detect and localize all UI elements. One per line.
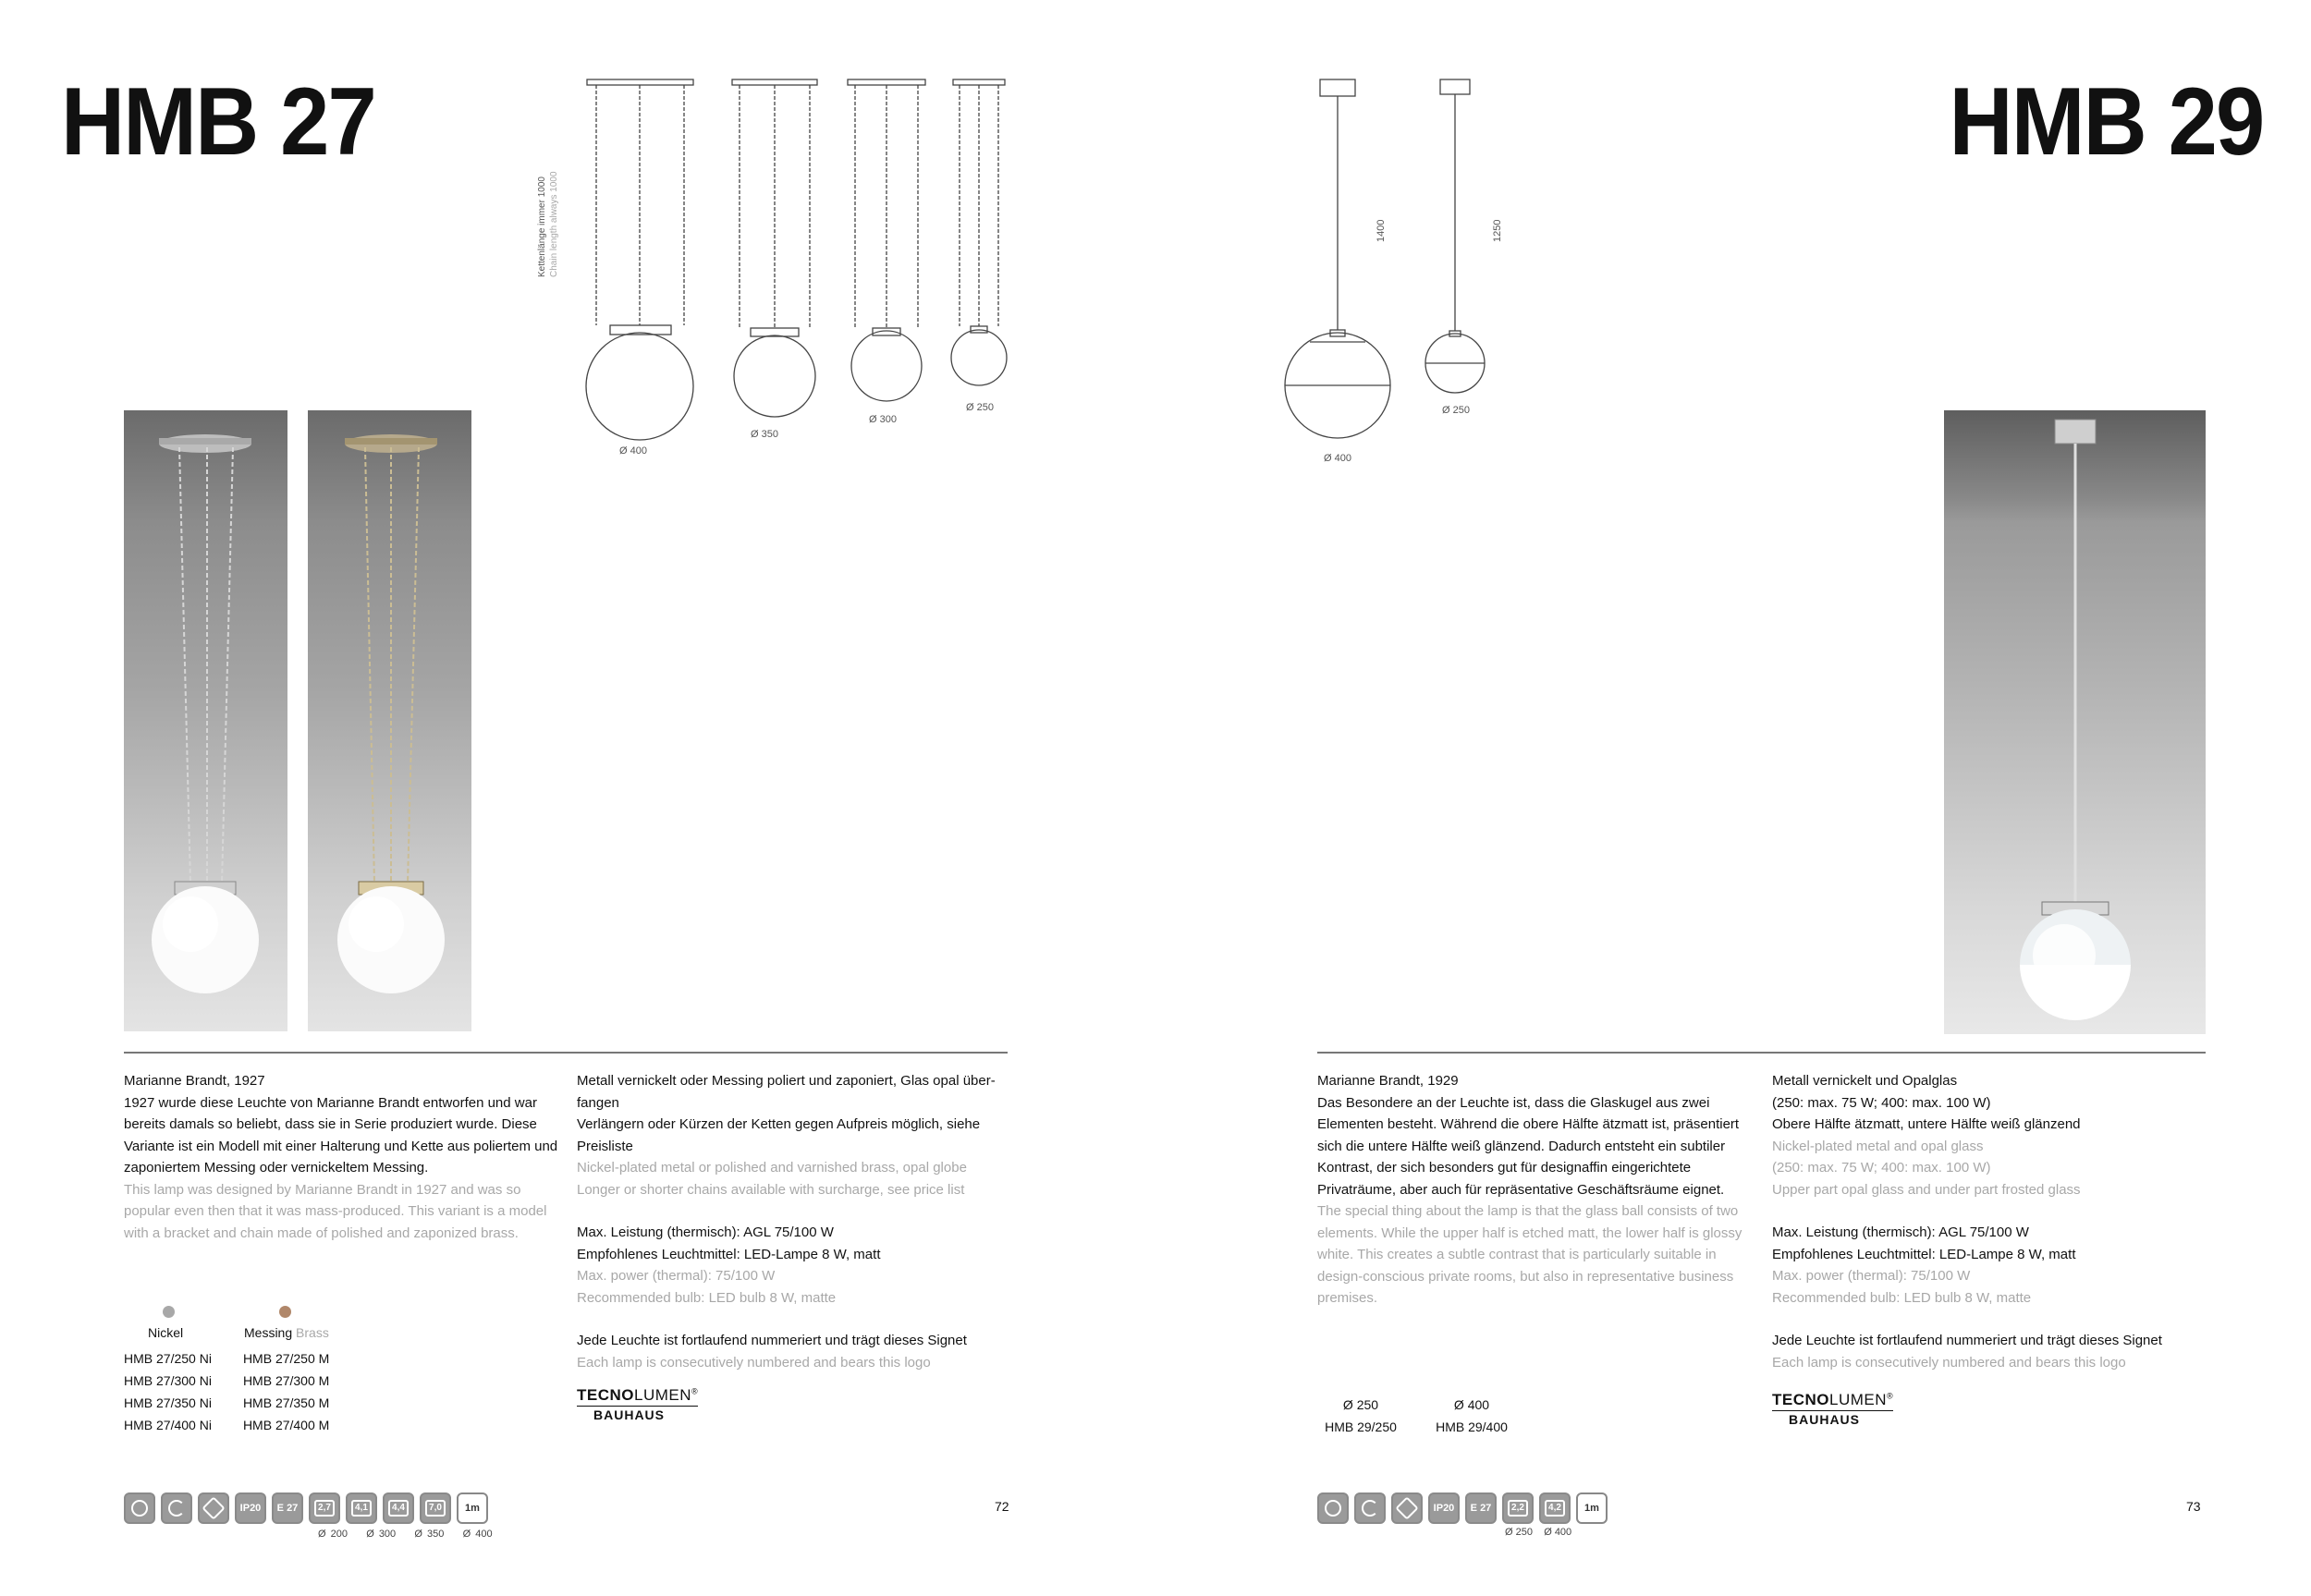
lamp-photo-brass [308,410,471,1031]
weight-icon [383,1492,414,1524]
weight-icon [1539,1492,1571,1524]
finish-brass-de: Messing [244,1325,293,1340]
weight-icon [309,1492,340,1524]
finish-nickel [150,1306,187,1322]
description-hmb27 [124,1070,558,1244]
model-table-hmb27 [124,1347,361,1436]
finish-brass-en: Brass [296,1325,329,1340]
logo-part: LUMEN [634,1386,692,1404]
size-label: Ø 250 [1442,405,1470,416]
description-de: 1927 wurde diese Leuchte von Marianne Brandt entworfen und war bereits damals so beliebt, dass sie in Serie produziert wurde. Diese Variante ist ein Modell mit einer Halterung und Kette aus poliertem und zaponiertem Messing oder vernickeltem Messing. [124,1094,558,1176]
cable-length-icon: 1m [1576,1492,1608,1524]
logo-part: TECNO [1772,1391,1829,1408]
table-row [124,1414,361,1436]
weight-icon [1502,1492,1534,1524]
cable-length-icon: 1m [457,1492,488,1524]
model-code: HMB 29/250 [1325,1419,1397,1434]
logo-reg: ® [691,1386,699,1396]
power-line: Recommended bulb: LED bulb 8 W, matte [577,1289,837,1306]
icon-size: Ø 350 [414,1529,445,1540]
spec-line: Preisliste [577,1138,633,1154]
numbering-line: Jede Leuchte ist fortlaufend nummeriert und trägt dieses Signet [1772,1333,2162,1348]
power-line: Empfohlenes Leuchtmittel: LED-Lampe 8 W, matt [577,1246,881,1262]
numbering-line: Jede Leuchte ist fortlaufend nummeriert und trägt dieses Signet [577,1333,967,1348]
size-label: Ø 400 [619,445,647,457]
weight-icon [346,1492,377,1524]
model-size: Ø 250 [1342,1397,1379,1412]
no-halogen-icon [1391,1492,1423,1524]
spec-line: (250: max. 75 W; 400: max. 100 W) [1772,1094,1991,1111]
description-hmb29 [1317,1070,1754,1310]
icon-size-labels [318,1529,493,1540]
logo-part: BAUHAUS [1789,1412,1860,1427]
socket-e27-icon: E 27 [1465,1492,1497,1524]
weight-value: 4,4 [388,1500,409,1517]
size-label: Ø 400 [1324,453,1351,464]
spec-line: Longer or shorter chains available with surcharge, see price list [577,1181,965,1198]
page-title-hmb27: HMB 27 [61,68,375,176]
logo-part: LUMEN [1829,1391,1888,1408]
model-size: Ø 400 [1453,1397,1490,1412]
power-line: Max. power (thermal): 75/100 W [1772,1268,1971,1284]
weight-icon [420,1492,451,1524]
power-line: Recommended bulb: LED bulb 8 W, matte [1772,1289,2032,1306]
model-item [1314,1394,1407,1438]
lamp-photo-nickel [124,410,287,1031]
model-item [1425,1394,1518,1438]
page-number: 72 [995,1499,1009,1514]
finish-nickel-label: Nickel [148,1325,184,1340]
spec-line: Metall vernickelt oder Messing poliert und zaponiert, Glas opal über- [577,1073,996,1089]
power-line: Max. Leistung (thermisch): AGL 75/100 W [577,1224,834,1240]
spec-line: Upper part opal glass and under part frosted glass [1772,1181,2081,1198]
finish-brass [279,1306,291,1322]
tecnolumen-logo [1772,1391,1893,1427]
brass-swatch [279,1306,291,1318]
spec-line: (250: max. 75 W; 400: max. 100 W) [1772,1160,1991,1176]
spec-line: Verlängern oder Kürzen der Ketten gegen Aufpreis möglich, siehe [577,1116,981,1132]
tecnolumen-logo [577,1386,698,1422]
technical-drawing-hmb27 [518,74,1035,471]
model-code: HMB 27/300 M [242,1373,330,1388]
model-code: HMB 27/350 M [242,1395,330,1410]
ip20-icon: IP20 [1428,1492,1460,1524]
model-code: HMB 29/400 [1436,1419,1508,1434]
description-de: Das Besondere an der Leuchte ist, dass die Glaskugel aus zwei Elementen besteht. Während die obere Hälfte ätzmatt ist, präsentiert sich die untere Hälfte weiß glänzend. Dadurch entsteht ein subtiler Kontrast, der sich besonders gut für designaffin eingerichtete Privaträume, aber auch für repräsentative Geschäftsräume eignet. [1317,1094,1740,1198]
size-label: Ø 250 [966,402,994,413]
dimmable-icon [161,1492,192,1524]
specs-hmb29 [1772,1070,2216,1373]
spec-line: Obere Hälfte ätzmatt, untere Hälfte weiß glänzend [1772,1116,2081,1132]
divider [1317,1052,2206,1054]
specs-hmb27 [577,1070,1021,1373]
spec-line: fangen [577,1094,619,1111]
description-en: The special thing about the lamp is that the glass ball consists of two elements. While the upper half is etched matt, the lower half is glossy white. This creates a subtle contrast that is particularly suitable in design-conscious private rooms, but also in representative business premises. [1317,1203,1742,1306]
page-number: 73 [2186,1499,2201,1514]
protection-class-icon [1317,1492,1349,1524]
designer: Marianne Brandt, 1929 [1317,1073,1459,1089]
ip20-icon: IP20 [235,1492,266,1524]
icon-size: Ø 300 [366,1529,397,1540]
icon-size-labels [1505,1527,1571,1538]
power-line: Max. Leistung (thermisch): AGL 75/100 W [1772,1224,2029,1240]
height-label: 1250 [1492,219,1503,242]
model-code: HMB 27/250 Ni [124,1351,212,1366]
logo-part: TECNO [577,1386,634,1404]
designer: Marianne Brandt, 1927 [124,1073,265,1089]
size-label: Ø 300 [869,414,897,425]
page-title-hmb29: HMB 29 [1949,68,2263,176]
model-code: HMB 27/300 Ni [124,1373,212,1388]
icon-size: Ø 400 [462,1529,493,1540]
table-row [124,1347,361,1370]
divider [124,1052,1008,1054]
description-en: This lamp was designed by Marianne Brandt in 1927 and was so popular even then that it was mass-produced. This variant is a model with a bracket and chain made of polished and zaponized brass. [124,1181,547,1241]
spec-icons-hmb27 [124,1492,488,1524]
dimmable-icon [1354,1492,1386,1524]
no-halogen-icon [198,1492,229,1524]
table-row [124,1370,361,1392]
size-label: Ø 350 [751,429,778,440]
model-code: HMB 27/400 M [242,1418,330,1432]
power-line: Max. power (thermal): 75/100 W [577,1268,776,1284]
nickel-swatch [163,1306,175,1318]
technical-drawing-hmb29 [1276,74,1553,462]
spec-line: Nickel-plated metal or polished and varnished brass, opal globe [577,1160,967,1176]
icon-size: Ø 200 [318,1529,348,1540]
weight-value: 2,7 [314,1500,335,1517]
finish-brass-label [244,1325,329,1340]
model-code: HMB 27/250 M [242,1351,330,1366]
weight-value: 2,2 [1508,1500,1528,1517]
model-code: HMB 27/350 Ni [124,1395,212,1410]
height-label: 1400 [1376,219,1387,242]
model-code: HMB 27/400 Ni [124,1418,212,1432]
socket-e27-icon: E 27 [272,1492,303,1524]
logo-part: BAUHAUS [593,1407,665,1422]
weight-value: 4,2 [1545,1500,1565,1517]
numbering-line: Each lamp is consecutively numbered and bears this logo [1772,1354,2126,1371]
weight-value: 4,1 [351,1500,372,1517]
spec-line: Metall vernickelt und Opalglas [1772,1073,1958,1089]
chain-length-label: Kettenlänge immer 1000 Chain length always 1000 [537,171,559,277]
lamp-photo-hmb29 [1944,410,2206,1034]
logo-reg: ® [1887,1391,1894,1401]
spec-line: Nickel-plated metal and opal glass [1772,1138,1984,1154]
weight-value: 7,0 [425,1500,446,1517]
icon-size: Ø 400 [1544,1527,1572,1538]
table-row [124,1392,361,1414]
numbering-line: Each lamp is consecutively numbered and bears this logo [577,1354,931,1371]
power-line: Empfohlenes Leuchtmittel: LED-Lampe 8 W, matt [1772,1246,2076,1262]
icon-size: Ø 250 [1505,1527,1533,1538]
protection-class-icon [124,1492,155,1524]
spec-icons-hmb29 [1317,1492,1608,1524]
